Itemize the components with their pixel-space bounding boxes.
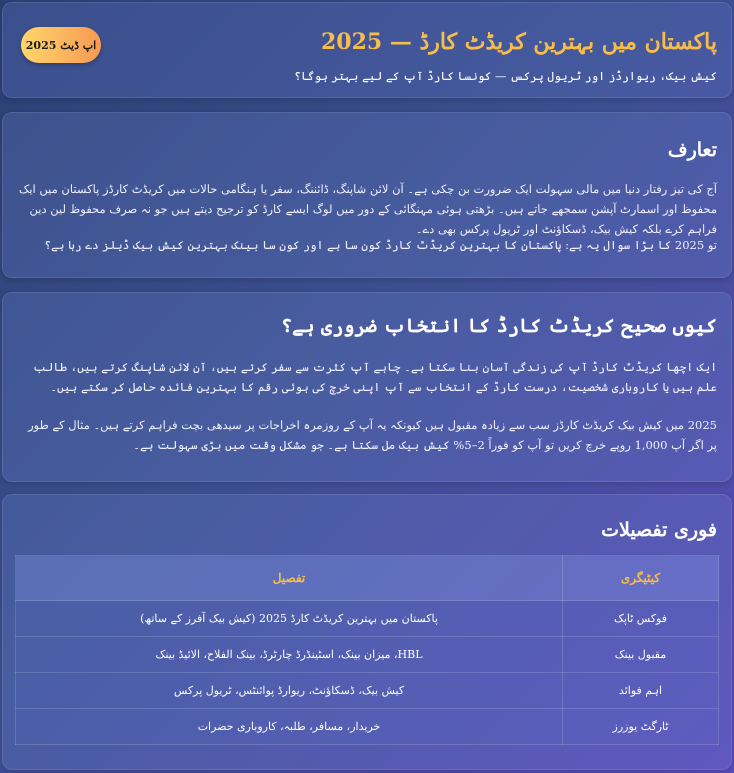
update-badge-label: اپ ڈیٹ 2025 — [25, 38, 97, 52]
page-title: پاکستان میں بہترین کریڈٹ کارڈ — 2025 — [320, 29, 717, 55]
why-paragraph-1: ایک اچھا کریڈٹ کارڈ آپ کی زندگی آسان بنا سکتا ہے۔ چاہے آپ کثرت سے سفر کرتے ہیں، آن لائن شاپنگ کرتے ہیں، طالب علم ہیں یا کاروباری شخصیت، درست کارڈ کے انتخاب سے آپ اپنی خرچ کی ہوئی رقم کا بہترین فائدہ حاصل کر سکتے ہیں۔ — [33, 360, 717, 394]
table-row — [16, 673, 719, 709]
row-category: مقبول بینک — [563, 637, 719, 673]
details-table-wrapper — [15, 555, 719, 745]
table-row — [16, 709, 719, 745]
row-detail: HBL، میزان بینک، اسٹینڈرڈ چارٹرڈ، بینک الفلاح، الائیڈ بینک — [16, 637, 563, 673]
column-header-category: کیٹیگری — [563, 556, 719, 601]
column-header-detail: تفصیل — [16, 556, 563, 601]
intro-heading: تعارف — [667, 139, 717, 161]
why-section — [2, 292, 732, 482]
row-category: اہم فوائد — [563, 673, 719, 709]
intro-paragraph-1: آج کی تیز رفتار دنیا میں مالی سہولت ایک ضرورت بن چکی ہے۔ آن لائن شاپنگ، ڈائننگ، سفر یا ہنگامی حالات میں کریڈٹ کارڈز پاکستان میں ایک محفوظ اور اسمارٹ آپشن سمجھے جاتے ہیں۔ بڑھتی ہوئی مہنگائی کے دور میں لوگ ایسے کارڈ کو ترجیح دیتے ہیں جو نہ صرف محفوظ لین دین فراہم کرے بلکہ کیش بیک، ڈسکاؤنٹ اور ٹریول پرکس بھی دے۔ — [19, 182, 717, 236]
table-row — [16, 601, 719, 637]
row-category: ٹارگٹ یوزرز — [563, 709, 719, 745]
intro-paragraph-2: تو 2025 کا بڑا سوال یہ ہے: پاکستان کا بہترین کریڈٹ کارڈ کون سا ہے اور کون سا بینک بہترین کیش بیک ڈیلز دے رہا ہے؟ — [44, 238, 717, 252]
page-subtitle: کیش بیک، ریوارڈز اور ٹریول پرکس — کونسا کارڈ آپ کے لیے بہتر ہوگا؟ — [294, 69, 717, 83]
header-card — [2, 2, 732, 98]
row-category: فوکس ٹاپک — [563, 601, 719, 637]
row-detail: پاکستان میں بہترین کریڈٹ کارڈ 2025 (کیش بیک آفرز کے ساتھ) — [16, 601, 563, 637]
row-detail: خریدار، مسافر، طلبہ، کاروباری حضرات — [16, 709, 563, 745]
why-heading: کیوں صحیح کریڈٹ کارڈ کا انتخاب ضروری ہے؟ — [281, 315, 717, 337]
why-paragraph-2: 2025 میں کیش بیک کریڈٹ کارڈز سب سے زیادہ مقبول ہیں کیونکہ یہ آپ کے روزمرہ اخراجات پر سیدھی بچت فراہم کرتے ہیں۔ مثال کے طور پر اگر آپ 1,000 روپے خرچ کریں تو آپ کو فوراً 2–5% کیش بیک مل سکتا ہے۔ جو مشکل وقت میں بڑی سہولت ہے۔ — [28, 418, 717, 452]
row-detail: کیش بیک، ڈسکاؤنٹ، ریوارڈ پوائنٹس، ٹریول پرکس — [16, 673, 563, 709]
intro-section — [2, 112, 732, 278]
quick-details-heading: فوری تفصیلات — [601, 519, 717, 541]
quick-details-section — [2, 494, 732, 770]
table-row — [16, 637, 719, 673]
update-badge — [21, 27, 101, 63]
details-table — [15, 555, 719, 745]
table-header-row — [16, 556, 719, 601]
